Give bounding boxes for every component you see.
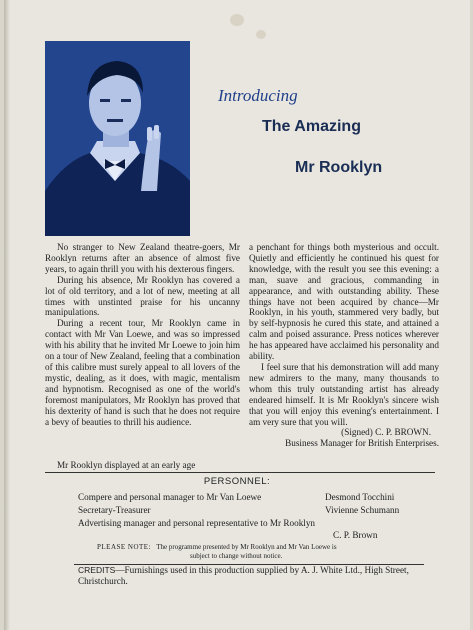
portrait-photo (45, 41, 190, 236)
article-left-column (45, 242, 240, 427)
note-label: PLEASE NOTE: (97, 543, 152, 551)
introducing-heading: Introducing (218, 86, 298, 105)
the-amazing-heading: The Amazing (262, 118, 361, 135)
article-paragraph: I feel sure that his demonstration will add many new admirers to the many, many thousands to whom this truly outstanding artist has already endeared himself. It is Mr Rooklyn's sincere wish that you will enjoy this evening's entertainment. I am very sure that you will. (249, 361, 439, 427)
personnel-role: Secretary-Treasurer (78, 505, 151, 515)
performer-name-heading: Mr Rooklyn (295, 159, 383, 176)
article-paragraph-continued: Mr Rooklyn displayed at an early age (57, 460, 196, 470)
credits-label: CREDITS (78, 565, 116, 575)
programme-note (97, 543, 337, 551)
signature-block (249, 427, 439, 449)
personnel-name: C. P. Brown (333, 530, 378, 540)
personnel-heading: PERSONNEL: (203, 476, 271, 487)
page-spine-shadow (4, 0, 10, 630)
credits-text: —Furnishings used in this production supplied by A. J. White Ltd., High Street, Christchurch. (78, 565, 409, 586)
note-text: The programme presented by Mr Rooklyn and Mr Van Loewe is (156, 543, 337, 551)
divider (45, 472, 435, 473)
paper-stain (256, 30, 266, 39)
personnel-name: Vivienne Schumann (325, 505, 400, 515)
signature-title: Business Manager for British Enterprises. (285, 438, 439, 449)
article-paragraph: During a recent tour, Mr Rooklyn came in contact with Mr Van Loewe, and was so impressed with his ability that he invited Mr Loewe to join him on a tour of New Zealand, feeling that a combination of this calibre must surely appeal to all lovers of the mystic, dealing, as it does, with magic, mentalism and hypnotism. Recognised as one of the world's foremost manipulators, Mr Rooklyn has proved that his dexterity of hand is such that he does not require a bevy of beauties to thrill his audience. (45, 318, 240, 427)
credits (78, 565, 418, 587)
paper-stain (230, 14, 244, 26)
article-right-column (249, 242, 439, 449)
personnel-name: Desmond Tocchini (325, 492, 395, 502)
note-text-continued: subject to change without notice. (190, 552, 283, 560)
article-paragraph: No stranger to New Zealand theatre-goers, Mr Rooklyn returns after an absence of almost five years, to again thrill you with his dexterous fingers. (45, 242, 240, 274)
portrait-photo-icon (45, 41, 190, 236)
personnel-role: Advertising manager and personal representative to Mr Rooklyn (78, 518, 316, 528)
programme-page (4, 0, 470, 630)
article-paragraph: During his absence, Mr Rooklyn has covered a lot of old territory, and a lot of new, meeting at all times with unstinted praise for his uncanny manipulations. (45, 274, 240, 318)
article-paragraph: a penchant for things both mysterious and occult. Quietly and efficiently he continued his quest for knowledge, with the result you see this evening: a man, suave and gracious, commanding in appearance, and with outstanding ability. These things have not been acquired by chance—Mr Rooklyn, in his youth, stammered very badly, but by self-hypnosis he cured this state, and attained a calm and poised assurance. Press notices wherever he has appeared have acclaimed his personality and ability. (249, 242, 439, 362)
signature: (Signed) C. P. BROWN. (341, 427, 431, 438)
personnel-role: Compere and personal manager to Mr Van Loewe (78, 492, 262, 502)
